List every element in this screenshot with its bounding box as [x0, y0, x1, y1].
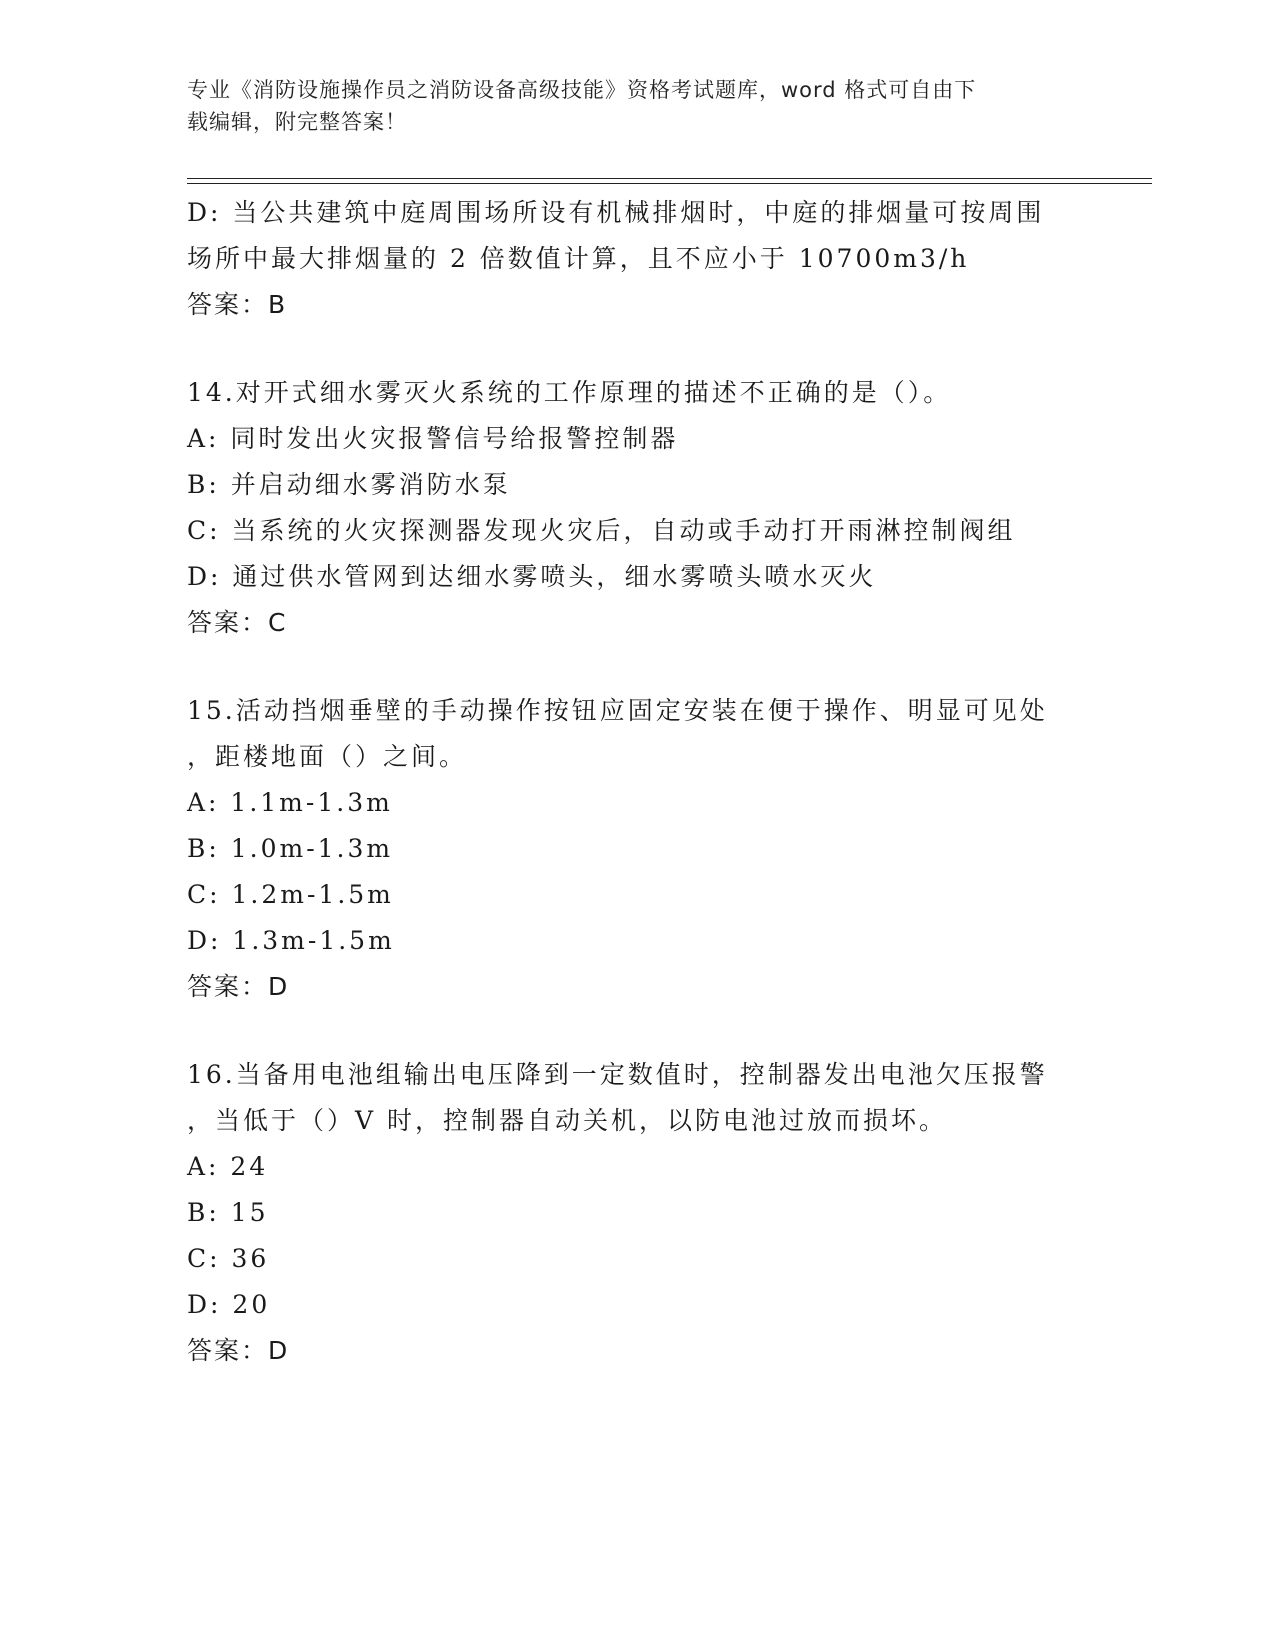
- question-stem: 15.活动挡烟垂壁的手动操作按钮应固定安装在便于操作、明显可见处: [187, 696, 1048, 725]
- header-line-2: 载编辑，附完整答案！: [187, 110, 407, 134]
- question-13-continued: [187, 190, 1087, 328]
- option-b: B: 1.0m-1.3m: [187, 834, 394, 863]
- option-d: D: 当公共建筑中庭周围场所设有机械排烟时，中庭的排烟量可按周围: [187, 198, 1045, 227]
- header-line-1: 专业《消防设施操作员之消防设备高级技能》资格考试题库，word 格式可自由下: [187, 78, 977, 102]
- question-16: [187, 1052, 1087, 1374]
- option-c: C: 36: [187, 1244, 270, 1273]
- question-15: [187, 688, 1087, 1010]
- option-c: C: 当系统的火灾探测器发现火灾后，自动或手动打开雨淋控制阀组: [187, 516, 1016, 545]
- option-a: A: 24: [187, 1152, 269, 1181]
- question-stem-continued: ，距楼地面（）之间。: [187, 742, 468, 771]
- question-stem: 16.当备用电池组输出电压降到一定数值时，控制器发出电池欠压报警: [187, 1060, 1048, 1089]
- answer-line: 答案：D: [187, 972, 290, 1001]
- document-header: [187, 74, 1087, 138]
- question-stem-continued: ，当低于（）V 时，控制器自动关机，以防电池过放而损坏。: [187, 1106, 948, 1135]
- answer-line: 答案：D: [187, 1336, 290, 1365]
- option-c: C: 1.2m-1.5m: [187, 880, 394, 909]
- answer-line: 答案：B: [187, 290, 288, 319]
- option-d: D: 通过供水管网到达细水雾喷头，细水雾喷头喷水灭火: [187, 562, 877, 591]
- option-d-continued: 场所中最大排烟量的 2 倍数值计算，且不应小于 10700m3/h: [187, 244, 970, 273]
- option-a: A: 1.1m-1.3m: [187, 788, 393, 817]
- option-d: D: 1.3m-1.5m: [187, 926, 395, 955]
- answer-line: 答案：C: [187, 608, 288, 637]
- option-b: B: 并启动细水雾消防水泵: [187, 470, 511, 499]
- header-divider-bottom: [187, 183, 1152, 184]
- question-14: [187, 370, 1087, 646]
- option-a: A: 同时发出火灾报警信号给报警控制器: [187, 424, 679, 453]
- header-divider-top: [187, 178, 1152, 179]
- option-d: D: 20: [187, 1290, 271, 1319]
- question-stem: 14.对开式细水雾灭火系统的工作原理的描述不正确的是（）。: [187, 378, 952, 407]
- option-b: B: 15: [187, 1198, 269, 1227]
- question-list: [187, 190, 1087, 1416]
